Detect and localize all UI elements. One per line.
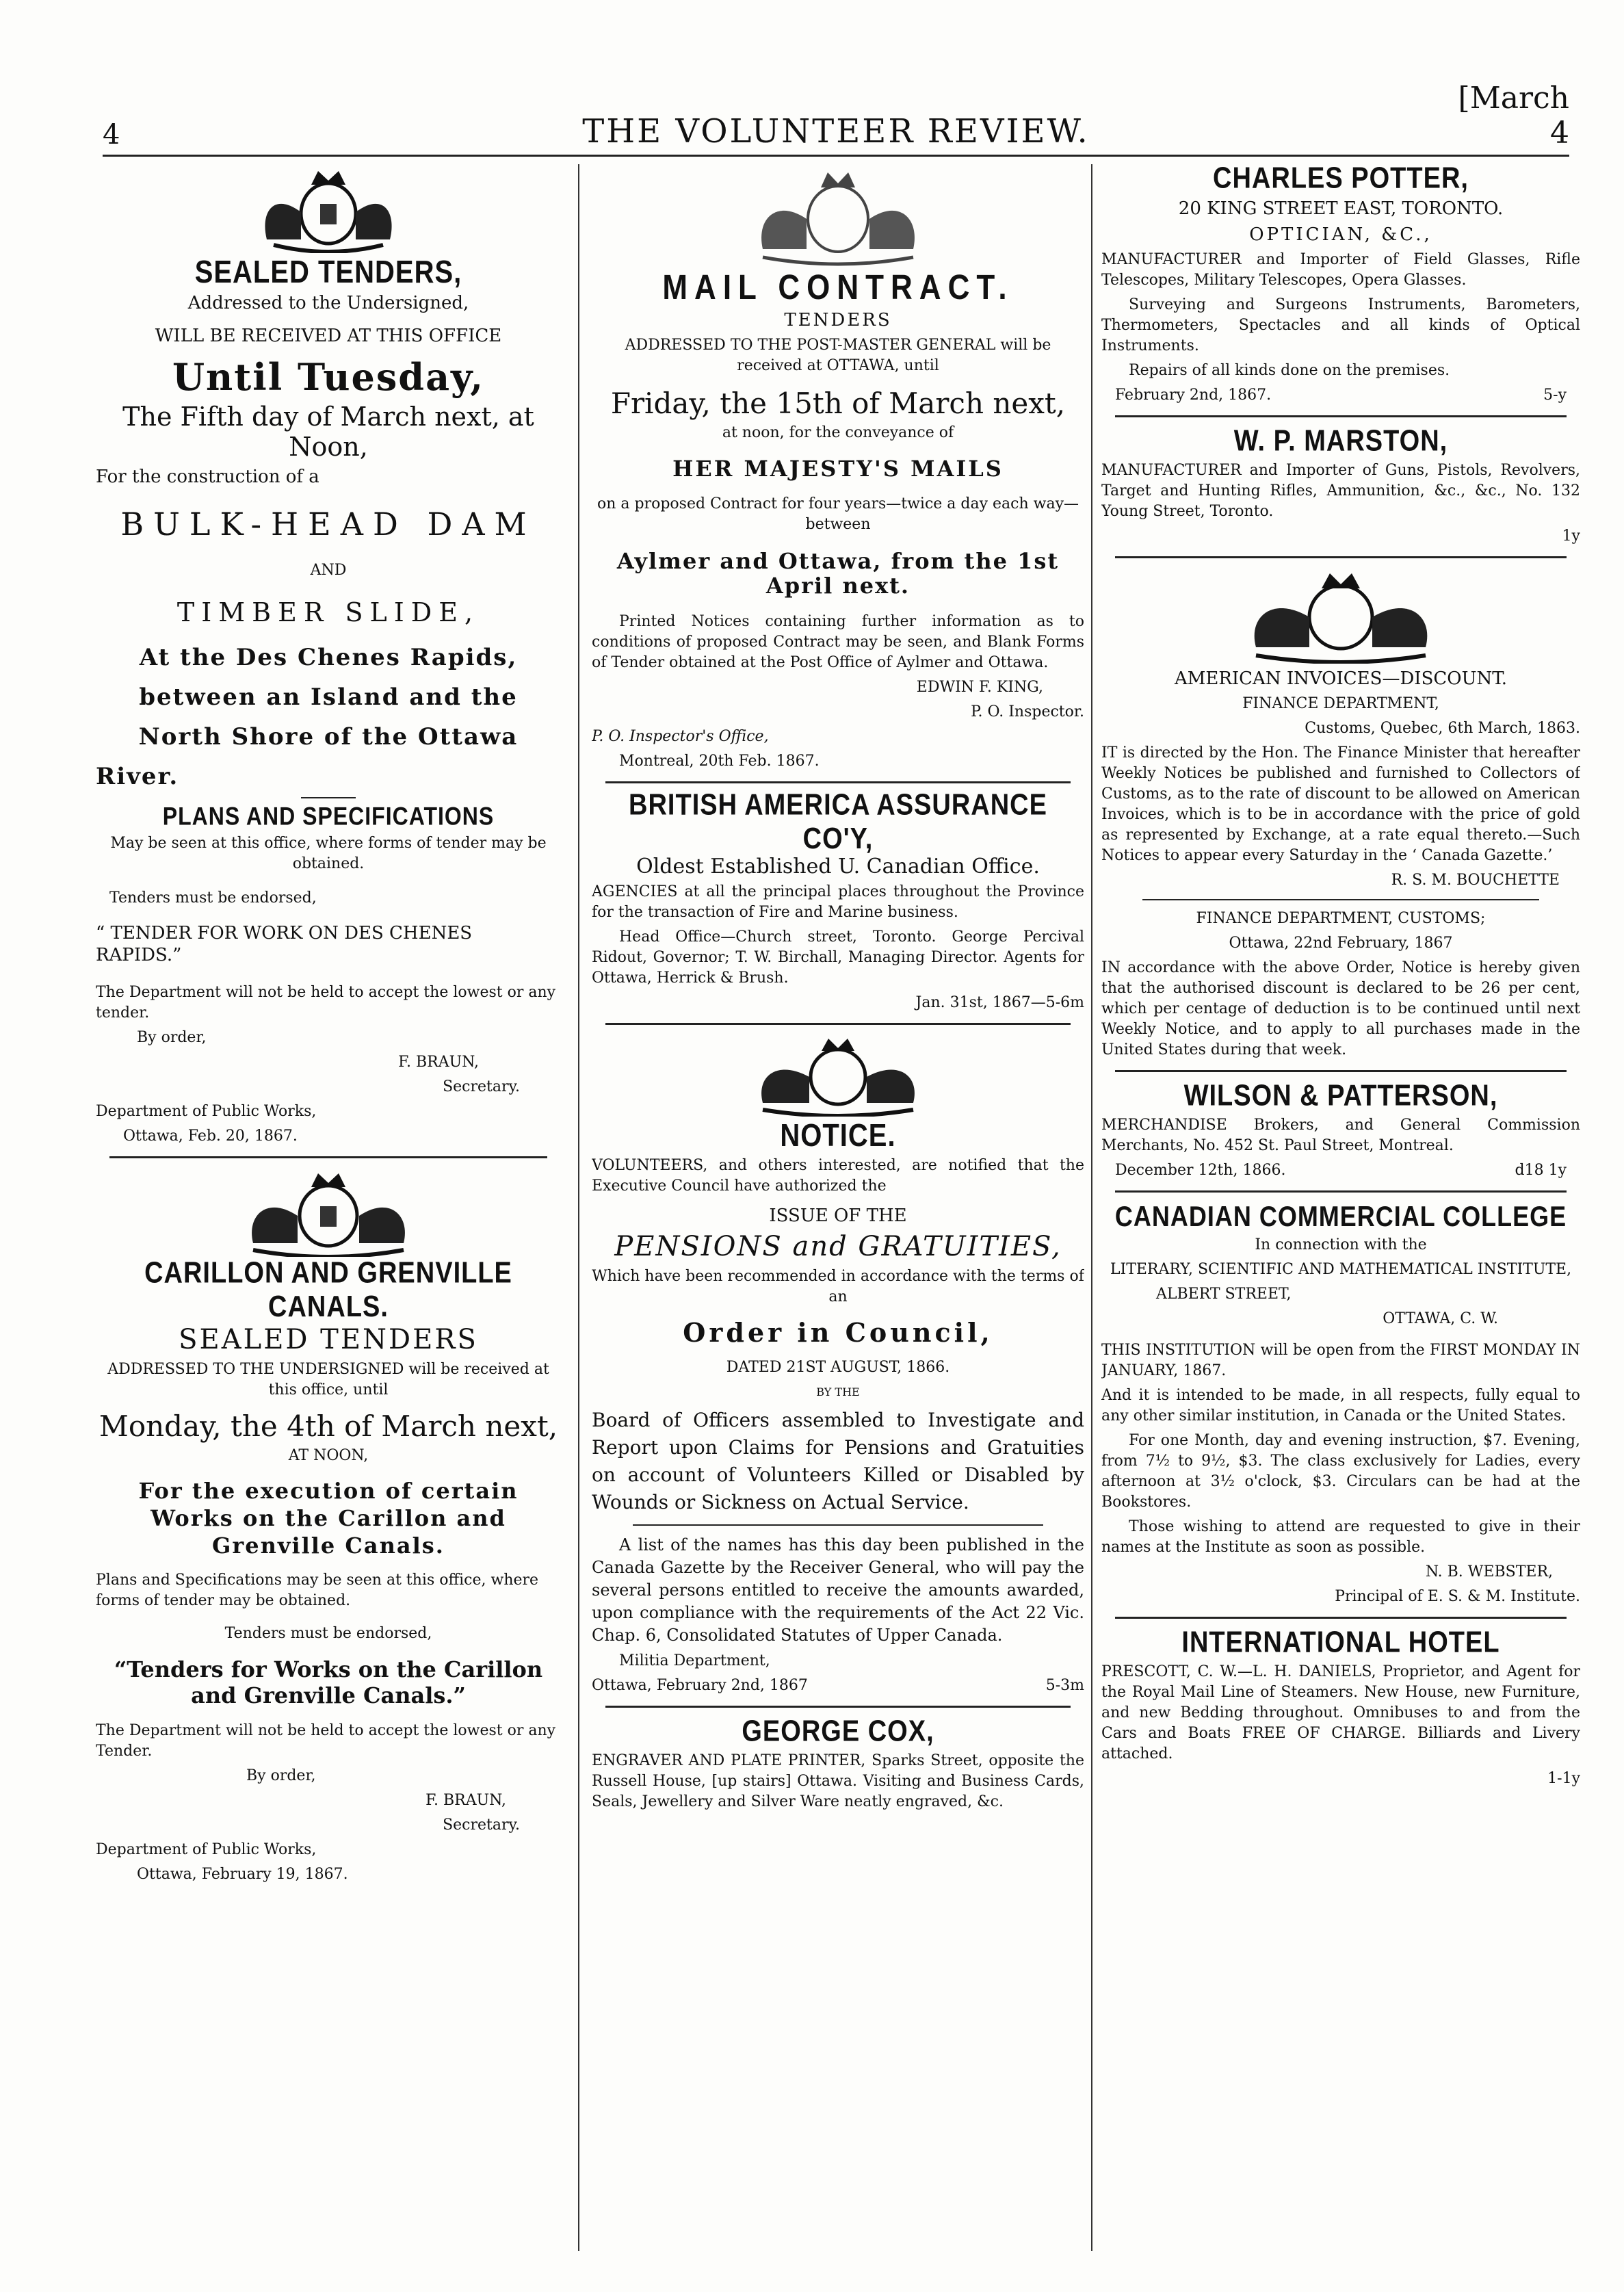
invoices-dept: FINANCE DEPARTMENT, xyxy=(1242,695,1439,712)
college-street: ALBERT STREET, xyxy=(1156,1286,1292,1303)
divider xyxy=(605,1706,1071,1708)
ad1-by-order: By order, xyxy=(137,1029,207,1046)
potter-footer xyxy=(1101,385,1580,406)
potter-title: CHARLES POTTER, xyxy=(1213,164,1469,196)
column-rule-1 xyxy=(578,164,579,2251)
hotel-body: PRESCOTT, C. W.—L. H. DANIELS, Proprietor, and Agent for the Royal Mail Line of Steamers. New House, new Furniture, and new Bedding throughout. Omnibuses to and from the Cars and Boats FREE OF CHARGE. Billiards and Livery attached. xyxy=(1101,1663,1580,1762)
divider xyxy=(1115,1617,1567,1619)
ad1-for: For the construction of a xyxy=(96,467,319,487)
ad1-will-be: WILL BE RECEIVED AT THIS OFFICE xyxy=(155,326,502,346)
ad2-title: CARILLON AND GRENVILLE CANALS. xyxy=(144,1256,512,1324)
mail-addressed: ADDRESSED TO THE POST-MASTER GENERAL will be received at OTTAWA, until xyxy=(625,337,1051,374)
ad1-dept: The Department will not be held to accept the lowest or any tender. xyxy=(96,984,556,1021)
invoices-body: IT is directed by the Hon. The Finance Minister that hereafter Weekly Notices be published and furnished to Collectors of Customs, as to the rate of discount to be allowed on American Invoices, which is to be in accordance with the price of gold as represented by Exchange, at a rate equal thereto.—Such Notices to appear every Saturday in the ‘ Canada Gazette.’ xyxy=(1101,744,1580,864)
wilson-body: MERCHANDISE Brokers, and General Commission Merchants, No. 452 St. Paul Street, Montreal. xyxy=(1101,1117,1580,1154)
mail-signer: EDWIN F. KING, xyxy=(916,679,1043,696)
invoices-dept2: FINANCE DEPARTMENT, CUSTOMS; xyxy=(1196,910,1486,927)
ad1-dam: BULK-HEAD DAM xyxy=(120,506,536,543)
mail-mails: HER MAJESTY'S MAILS xyxy=(672,456,1004,482)
notice-board: Board of Officers assembled to Investigate and Report upon Claims for Pensions and Gratuities on account of Volunteers Killed or Disabled by Wounds or Sickness on Actual Service. xyxy=(592,1409,1084,1513)
notice-militia-line xyxy=(592,1676,1084,1696)
notice-recommended: Which have been recommended in accordance with the terms of an xyxy=(592,1268,1084,1305)
mail-noon: at noon, for the conveyance of xyxy=(722,424,954,441)
ad1-addressed: Addressed to the Undersigned, xyxy=(187,293,469,313)
wilson-date: December 12th, 1866. xyxy=(1115,1162,1286,1179)
invoices-dept-loc: Customs, Quebec, 6th March, 1863. xyxy=(1305,720,1580,737)
college-conn: In connection with the xyxy=(1255,1236,1427,1253)
college-body3: For one Month, day and evening instruction, $7. Evening, from 7½ to 9½, $3. The class exclusively for Ladies, every afternoon at 3½ o'clock, $3. Circulars can be had at the Bookstores. xyxy=(1101,1432,1580,1511)
assurance-date: Jan. 31st, 1867—5-6m xyxy=(915,994,1084,1011)
ad2-endorsed: Tenders must be endorsed, xyxy=(224,1625,432,1642)
college-signer-title: Principal of E. S. & M. Institute. xyxy=(1335,1588,1580,1605)
potter-body: MANUFACTURER and Importer of Field Glasses, Rifle Telescopes, Military Telescopes, Opera Glasses. xyxy=(1101,251,1580,289)
ad2-signer-title: Secretary. xyxy=(443,1816,520,1834)
ad2-noon: AT NOON, xyxy=(288,1447,369,1464)
ad2-sub: SEALED TENDERS xyxy=(179,1324,478,1355)
divider xyxy=(109,1156,547,1158)
ad2-signer: F. BRAUN, xyxy=(425,1792,506,1809)
divider xyxy=(1115,415,1567,417)
divider xyxy=(1115,1190,1567,1193)
divider xyxy=(1115,1070,1567,1072)
notice-title: NOTICE. xyxy=(780,1118,896,1154)
potter-body3: Repairs of all kinds done on the premises. xyxy=(1129,362,1450,379)
wilson-footer xyxy=(1101,1160,1580,1181)
marston-title: W. P. MARSTON, xyxy=(1233,424,1448,458)
notice-list: A list of the names has this day been published in the Canada Gazette by the Receiver General, who will pay the several persons entitled to receive the amounts awarded, upon compliance with the requirements of the Act 22 Vic. Chap. 6, Consolidated Statutes of Upper Canada. xyxy=(592,1535,1084,1645)
ad2-dept-name: Department of Public Works, xyxy=(96,1841,317,1858)
wilson-term: d18 1y xyxy=(1515,1162,1567,1179)
royal-arms-emblem xyxy=(1231,568,1450,664)
marston-term: 1y xyxy=(1562,528,1580,545)
marston-body: MANUFACTURER and Importer of Guns, Pistols, Revolvers, Target and Hunting Rifles, Ammunition, &c., &c., No. 132 Young Street, Toronto. xyxy=(1101,462,1580,520)
divider xyxy=(1115,556,1567,558)
ad2-date: Monday, the 4th of March next, xyxy=(99,1409,558,1443)
royal-arms-emblem xyxy=(735,1034,941,1117)
potter-body2: Surveying and Surgeons Instruments, Barometers, Thermometers, Spectacles and all kinds of Optical Instruments. xyxy=(1101,296,1580,354)
issue-date: [March 4 xyxy=(1458,81,1569,151)
ad2-dept: The Department will not be held to accept the lowest or any Tender. xyxy=(96,1722,556,1760)
college-inst: LITERARY, SCIENTIFIC AND MATHEMATICAL INSTITUTE, xyxy=(1110,1261,1572,1278)
mail-signer-title: P. O. Inspector. xyxy=(971,703,1084,720)
ad1-slide: TIMBER SLIDE, xyxy=(176,597,480,627)
college-body2: And it is intended to be made, in all respects, fully equal to any other similar institution, in Canada or the United States. xyxy=(1101,1387,1580,1424)
ad2-plans: Plans and Specifications may be seen at this office, where forms of tender may be obtained. xyxy=(96,1572,539,1609)
assurance-head: Head Office—Church street, Toronto. George Percival Ridout, Governor; T. W. Birchall, Managing Director. Agents for Ottawa, Herrick & Brush. xyxy=(592,928,1084,987)
assurance-body: AGENCIES at all the principal places throughout the Province for the transaction of Fire and Marine business. xyxy=(592,883,1084,921)
invoices-body2: IN accordance with the above Order, Notice is hereby given that the authorised discount is declared to be 26 per cent, which per centage of deduction is to be continued until next Weekly Notice, and to apply to all purchases made in the United States during that week. xyxy=(1101,959,1580,1058)
mail-date: Friday, the 15th of March next, xyxy=(610,387,1066,420)
ad1-loc3: North Shore of the Ottawa xyxy=(138,723,519,751)
college-city: OTTAWA, C. W. xyxy=(1383,1310,1498,1327)
ad2-purpose: For the execution of certain Works on the Carillon and Grenville Canals. xyxy=(138,1478,519,1559)
potter-date: February 2nd, 1867. xyxy=(1115,387,1272,404)
royal-arms-emblem xyxy=(226,1168,431,1257)
ad1-quote: “ TENDER FOR WORK ON DES CHENES RAPIDS.” xyxy=(96,923,473,965)
mail-notices: Printed Notices containing further information as to conditions of proposed Contract may be seen, and Blank Forms of Tender obtained at the Post Office of Aylmer and Ottawa. xyxy=(592,613,1084,671)
assurance-title: BRITISH AMERICA ASSURANCE CO'Y, xyxy=(629,788,1047,856)
notice-intro: VOLUNTEERS, and others interested, are notified that the Executive Council have authorized the xyxy=(592,1157,1084,1195)
page-number: 4 xyxy=(103,119,120,151)
hotel-term: 1-1y xyxy=(1547,1770,1580,1787)
notice-issue: ISSUE OF THE xyxy=(769,1206,907,1226)
college-body: THIS INSTITUTION will be open from the FIRST MONDAY IN JANUARY, 1867. xyxy=(1101,1342,1580,1379)
royal-arms-emblem xyxy=(246,164,410,253)
divider xyxy=(633,1524,1043,1526)
mail-contract-title: MAIL CONTRACT. xyxy=(662,268,1014,307)
ad1-until: Until Tuesday, xyxy=(172,355,485,399)
ad2-addressed: ADDRESSED TO THE UNDERSIGNED will be received at this office, until xyxy=(107,1361,549,1398)
notice-pensions: PENSIONS and GRATUITIES, xyxy=(614,1231,1062,1262)
ad1-and: AND xyxy=(310,562,347,579)
college-signer: N. B. WEBSTER, xyxy=(1425,1563,1553,1580)
mail-contract: on a proposed Contract for four years—twice a day each way—between xyxy=(597,495,1079,533)
assurance-sub: Oldest Established U. Canadian Office. xyxy=(636,855,1040,878)
divider xyxy=(605,1023,1071,1025)
ad1-loc4: River. xyxy=(96,763,179,790)
ad1-dept-name: Department of Public Works, xyxy=(96,1103,317,1120)
notice-order: Order in Council, xyxy=(683,1317,993,1348)
notice-militia-date: Ottawa, February 2nd, 1867 xyxy=(592,1677,808,1694)
notice-by-the: BY THE xyxy=(816,1385,860,1398)
ad1-dept-date: Ottawa, Feb. 20, 1867. xyxy=(123,1128,298,1145)
invoices-title: AMERICAN INVOICES—DISCOUNT. xyxy=(1174,668,1508,689)
column-2 xyxy=(592,164,1084,2251)
royal-arms-emblem xyxy=(735,164,941,267)
wilson-title: WILSON & PATTERSON, xyxy=(1183,1079,1498,1113)
notice-militia: Militia Department, xyxy=(619,1652,770,1669)
cox-title: GEORGE COX, xyxy=(742,1715,934,1749)
potter-sub: OPTICIAN, &C., xyxy=(1249,224,1432,245)
mail-tenders: TENDERS xyxy=(784,310,892,330)
ad1-plans: PLANS AND SPECIFICATIONS xyxy=(162,802,495,831)
divider xyxy=(301,797,356,798)
divider xyxy=(1142,899,1539,900)
potter-term: 5-y xyxy=(1543,387,1567,404)
ad2-dept-date: Ottawa, February 19, 1867. xyxy=(137,1866,348,1883)
college-title: CANADIAN COMMERCIAL COLLEGE xyxy=(1114,1199,1567,1232)
ad1-signer: F. BRAUN, xyxy=(398,1054,479,1071)
mail-office-date: Montreal, 20th Feb. 1867. xyxy=(619,753,820,770)
ad1-day: The Fifth day of March next, at Noon, xyxy=(122,402,534,462)
column-3 xyxy=(1101,164,1580,2251)
invoices-dept2-date: Ottawa, 22nd February, 1867 xyxy=(1229,935,1453,952)
ad2-quote: “Tenders for Works on the Carillon and Grenville Canals.” xyxy=(114,1656,543,1708)
cox-body: ENGRAVER AND PLATE PRINTER, Sparks Street, opposite the Russell House, [up stairs] Ottawa. Visiting and Business Cards, Seals, Jewellery and Silver Ware neatly engraved, &c. xyxy=(592,1752,1084,1810)
notice-dated: DATED 21ST AUGUST, 1866. xyxy=(726,1359,950,1376)
college-body4: Those wishing to attend are requested to give in their names at the Institute as soon as possible. xyxy=(1101,1518,1580,1556)
column-rule-2 xyxy=(1091,164,1092,2251)
hotel-title: INTERNATIONAL HOTEL xyxy=(1181,1626,1500,1660)
potter-address: 20 KING STREET EAST, TORONTO. xyxy=(1178,198,1504,219)
notice-term: 5-3m xyxy=(1045,1677,1084,1694)
ad1-title: SEALED TENDERS, xyxy=(194,255,462,290)
page-header xyxy=(103,81,1569,157)
ad2-by-order: By order, xyxy=(246,1767,316,1784)
mail-office: P. O. Inspector's Office, xyxy=(592,728,769,745)
mail-route: Aylmer and Ottawa, from the 1st April next. xyxy=(616,548,1060,599)
divider xyxy=(605,781,1071,783)
ad1-loc2: between an Island and the xyxy=(139,683,518,711)
newspaper-title: THE VOLUNTEER REVIEW. xyxy=(582,112,1090,151)
invoices-signer: R. S. M. BOUCHETTE xyxy=(1391,872,1560,889)
column-1 xyxy=(96,164,561,2251)
ad1-signer-title: Secretary. xyxy=(443,1078,520,1095)
ad1-loc1: At the Des Chenes Rapids, xyxy=(139,644,518,671)
ad1-endorsed: Tenders must be endorsed, xyxy=(109,889,317,907)
ad1-seen: May be seen at this office, where forms of tender may be obtained. xyxy=(110,835,547,872)
